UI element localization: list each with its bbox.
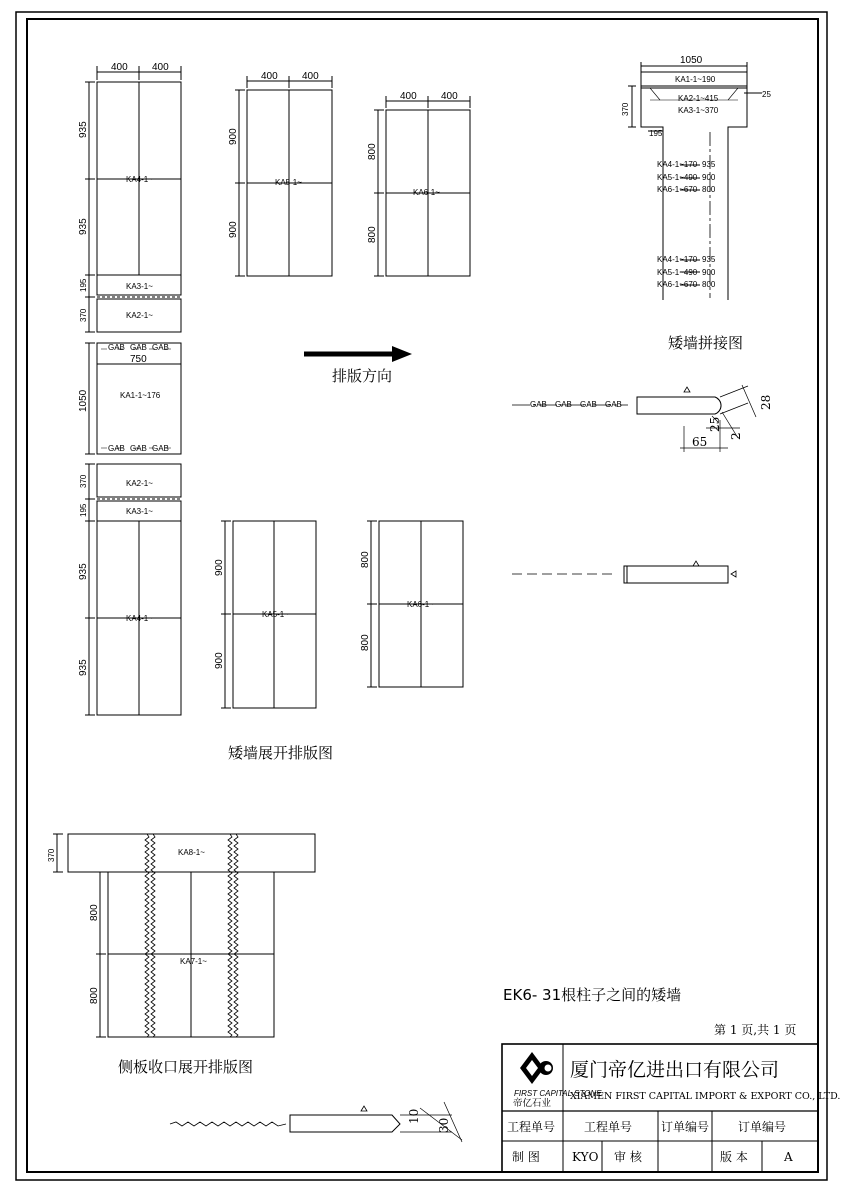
dim-65: 65 <box>692 435 708 449</box>
gap-label: GAB <box>555 400 572 409</box>
joint-label-ka5: KA5-1~490 <box>657 268 698 277</box>
dim-28: 28 <box>759 394 773 410</box>
dim-800: 800 <box>89 904 100 921</box>
panel-label-ka4: KA4-1~ <box>126 175 153 184</box>
side-panel-title: 侧板收口展开排版图 <box>118 1058 254 1076</box>
dim-400: 400 <box>152 62 169 73</box>
gap-label: GAB <box>130 444 147 453</box>
dim-400: 400 <box>261 71 278 82</box>
page-count: 第 1 页,共 1 页 <box>714 1023 797 1037</box>
logo-chinese: 帝亿石业 <box>513 1098 552 1109</box>
drawn-by-value: KYO <box>572 1150 599 1164</box>
dim-900: 900 <box>214 559 225 576</box>
dim-25: 25 <box>708 416 722 432</box>
dim-1050: 1050 <box>78 389 89 412</box>
panel-label-ka2: KA2-1~ <box>126 311 153 320</box>
edge-profile-simple <box>512 561 736 583</box>
order-no-label: 订单编号 <box>661 1120 710 1134</box>
dim-400: 400 <box>441 91 458 102</box>
side-panel-layout <box>53 834 315 1037</box>
drawn-by-label: 制 图 <box>512 1150 540 1164</box>
joint-label-ka6: KA6-1~670 <box>657 185 698 194</box>
dim-195: 195 <box>649 129 663 138</box>
review-label: 审 核 <box>614 1150 642 1164</box>
gap-label: GAB <box>130 343 147 352</box>
version-value: A <box>784 1150 793 1164</box>
dim-10: 10 <box>407 1108 421 1124</box>
dim-900: 900 <box>228 221 239 238</box>
column-stack-top <box>85 66 181 332</box>
dim-195: 195 <box>79 503 88 517</box>
panel-label-ka5: KA5-1~ <box>275 178 302 187</box>
dim-800: 800 <box>360 634 371 651</box>
dim-750: 750 <box>130 354 147 365</box>
company-name-cn: 厦门帝亿进出口有限公司 <box>570 1059 780 1081</box>
panel-label-ka7: KA7-1~ <box>180 957 207 966</box>
joint-label-ka5: KA5-1~490 <box>657 173 698 182</box>
dim-935: 935 <box>78 121 89 138</box>
joint-value: 800 <box>702 280 716 289</box>
dim-370: 370 <box>79 308 88 322</box>
dim-800: 800 <box>367 226 378 243</box>
panel-ka5-top <box>235 76 332 276</box>
panel-label-ka4: KA4-1~ <box>126 614 153 623</box>
version-label: 版 本 <box>720 1150 748 1164</box>
dim-400: 400 <box>111 62 128 73</box>
dim-370: 370 <box>47 848 56 862</box>
joint-label-ka6: KA6-1~670 <box>657 280 698 289</box>
column-stack-bottom <box>85 464 181 715</box>
panel-label-ka2: KA2-1~ <box>126 479 153 488</box>
gap-label: GAB <box>580 400 597 409</box>
joint-label-ka3: KA3-1~370 <box>678 106 719 115</box>
dim-800: 800 <box>367 143 378 160</box>
panel-label-ka5: KA5-1~ <box>262 610 289 619</box>
dim-370: 370 <box>79 474 88 488</box>
gap-label: GAB <box>108 444 125 453</box>
unfold-layout-title: 矮墙展开排版图 <box>228 744 334 762</box>
arrow-right-icon <box>304 346 412 362</box>
dim-370: 370 <box>621 102 630 116</box>
panel-label-ka3: KA3-1~ <box>126 282 153 291</box>
gap-label: GAB <box>152 343 169 352</box>
logo-english: FIRST CAPITAL STONE <box>514 1089 602 1098</box>
joint-value: 900 <box>702 173 716 182</box>
dim-800: 800 <box>89 987 100 1004</box>
project-title: EK6- 31根柱子之间的矮墙 <box>503 986 682 1004</box>
order-no-value: 订单编号 <box>738 1120 787 1134</box>
company-logo-icon <box>520 1052 553 1084</box>
dim-935: 935 <box>78 218 89 235</box>
gap-label: GAB <box>152 444 169 453</box>
joint-value: 900 <box>702 268 716 277</box>
dim-900: 900 <box>228 128 239 145</box>
dim-400: 400 <box>400 91 417 102</box>
joint-diagram-title: 矮墙拼接图 <box>668 334 744 352</box>
panel-label-ka6: KA6-1~ <box>407 600 434 609</box>
joint-label-ka4: KA4-1~170 <box>657 255 698 264</box>
dim-935: 935 <box>78 563 89 580</box>
dim-800: 800 <box>360 551 371 568</box>
project-no-value: 工程单号 <box>584 1120 633 1134</box>
gap-label: GAB <box>108 343 125 352</box>
dim-2: 2 <box>729 432 743 440</box>
dim-195: 195 <box>79 278 88 292</box>
joint-label-top: KA1-1~190 <box>675 75 716 84</box>
joint-value: 935 <box>702 160 716 169</box>
panel-label-ka8: KA8-1~ <box>178 848 205 857</box>
dim-25: 25 <box>762 90 771 99</box>
company-name-en: XIAMEN FIRST CAPITAL IMPORT & EXPORT CO., LTD. <box>570 1091 841 1102</box>
panel-ka6-top <box>374 96 470 276</box>
joint-value: 935 <box>702 255 716 264</box>
panel-label-ka3: KA3-1~ <box>126 507 153 516</box>
dim-1050: 1050 <box>680 55 703 66</box>
joint-label-ka4: KA4-1~170 <box>657 160 698 169</box>
gap-label: GAB <box>605 400 622 409</box>
project-no-label: 工程单号 <box>507 1120 556 1134</box>
dim-935: 935 <box>78 659 89 676</box>
panel-label-ka1: KA1-1~176 <box>120 391 161 400</box>
joint-label-ka2: KA2-1~415 <box>678 94 719 103</box>
joint-value: 800 <box>702 185 716 194</box>
panel-label-ka6: KA6-1~ <box>413 188 440 197</box>
dim-30: 30 <box>437 1117 451 1133</box>
direction-label: 排版方向 <box>332 367 393 385</box>
dim-400: 400 <box>302 71 319 82</box>
dim-900: 900 <box>214 652 225 669</box>
gap-label: GAB <box>530 400 547 409</box>
